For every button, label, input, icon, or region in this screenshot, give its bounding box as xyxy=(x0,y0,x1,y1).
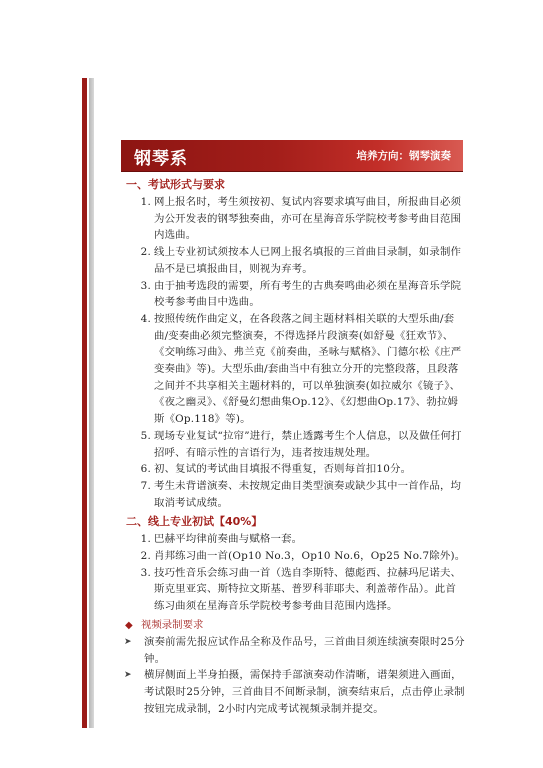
arrow-bullet-icon: ➤ xyxy=(124,636,132,647)
video-requirements-title: 视频录制要求 xyxy=(141,618,204,631)
video-requirement-item xyxy=(121,634,466,667)
item-text: 巴赫平均律前奏曲与赋格一套。 xyxy=(154,533,303,546)
item-number: 5. xyxy=(140,429,151,442)
section2-title: 二、线上专业初试【40%】 xyxy=(126,515,263,529)
video-requirements-heading xyxy=(121,617,466,634)
left-decorative-rule xyxy=(82,78,94,728)
item-text: 技巧性音乐会练习曲一首（选自李斯特、德彪西、拉赫玛尼诺夫、斯克里亚宾、斯特拉文斯基、普罗科菲耶夫、利盖蒂作品）。此首练习曲须在星海音乐学院校考参考曲目范围内选择。 xyxy=(154,566,462,613)
video-requirement-text: 演奏前需先报应试作品全称及作品号，三首曲目须连续演奏限时25分钟。 xyxy=(144,635,465,665)
list-item xyxy=(121,461,466,478)
training-direction: 培养方向：钢琴演奏 xyxy=(356,150,451,162)
item-number: 4. xyxy=(140,312,151,325)
item-text: 考生未背谱演奏、未按规定曲目类型演奏或缺少其中一首作品，均取消考试成绩。 xyxy=(154,479,462,509)
item-text: 线上专业初试须按本人已网上报名填报的三首曲目录制，如录制作品不是已填报曲目，则视为弃考。 xyxy=(154,246,462,275)
item-number: 7. xyxy=(140,479,151,492)
item-number: 2. xyxy=(140,550,151,563)
section1-list xyxy=(121,194,466,511)
department-header xyxy=(121,140,463,171)
video-requirements-list xyxy=(121,634,466,718)
item-number: 1. xyxy=(140,196,151,208)
item-text: 按照传统作曲定义，在各段落之间主题材料相关联的大型乐曲/套曲/变奏曲必须完整演奏，不得选择片段演奏(如舒曼《狂欢节》、《交响练习曲》、弗兰克《前奏曲，圣咏与赋格》、门德尔松《庄严变奏曲》等)。大型乐曲/套曲当中有独立分开的完整段落，且段落之间并不共享相关主题材料的，可以单独演奏(如拉威尔《镜子》、《夜之幽灵》、《舒曼幻想曲集Op.12》、《幻想曲Op.17》、勃拉姆斯《Op.118》等)。 xyxy=(154,312,462,426)
list-item xyxy=(121,244,466,277)
item-text: 网上报名时，考生须按初、复试内容要求填写曲目，所报曲目必须为公开发表的钢琴独奏曲，亦可在星海音乐学院校考参考曲目范围内选曲。 xyxy=(154,196,462,242)
list-item xyxy=(121,311,466,428)
item-text: 现场专业复试“拉帘”进行，禁止透露考生个人信息，以及做任何打招呼、有暗示性的言语行为，违者按违规处理。 xyxy=(154,429,462,459)
section2-list xyxy=(121,531,466,615)
arrow-bullet-icon: ➤ xyxy=(124,670,132,681)
item-number: 6. xyxy=(140,463,151,476)
video-requirement-text: 横屏侧面上半身拍摄，需保持手部演奏动作清晰，谱架须进入画面，考试限时25分钟，三首曲目不间断录制，演奏结束后，点击停止录制按钮完成录制，2小时内完成考试视频录制并提交。 xyxy=(144,669,465,715)
item-number: 1. xyxy=(140,533,151,546)
item-number: 2. xyxy=(140,246,151,259)
diamond-bullet-icon: ◆ xyxy=(125,619,133,631)
department-title: 钢琴系 xyxy=(134,149,188,169)
list-item xyxy=(121,548,466,565)
list-item xyxy=(121,531,466,548)
section1-title: 一、考试形式与要求 xyxy=(126,178,225,191)
item-text: 初、复试的考试曲目填报不得重复，否则每首扣10分。 xyxy=(154,463,412,476)
list-item xyxy=(121,278,466,311)
document-body xyxy=(121,176,466,717)
item-text: 由于抽考选段的需要，所有考生的古典奏鸣曲必须在星海音乐学院校考参考曲目中选曲。 xyxy=(154,279,462,309)
item-number: 3. xyxy=(140,566,151,579)
video-requirement-item xyxy=(121,667,466,717)
item-text: 肖邦练习曲一首(Op10 No.3，Op10 No.6，Op25 No.7除外)。 xyxy=(154,550,466,563)
list-item xyxy=(121,194,466,244)
list-item xyxy=(121,428,466,461)
item-number: 3. xyxy=(140,279,151,292)
list-item xyxy=(121,565,466,615)
list-item xyxy=(121,478,466,511)
